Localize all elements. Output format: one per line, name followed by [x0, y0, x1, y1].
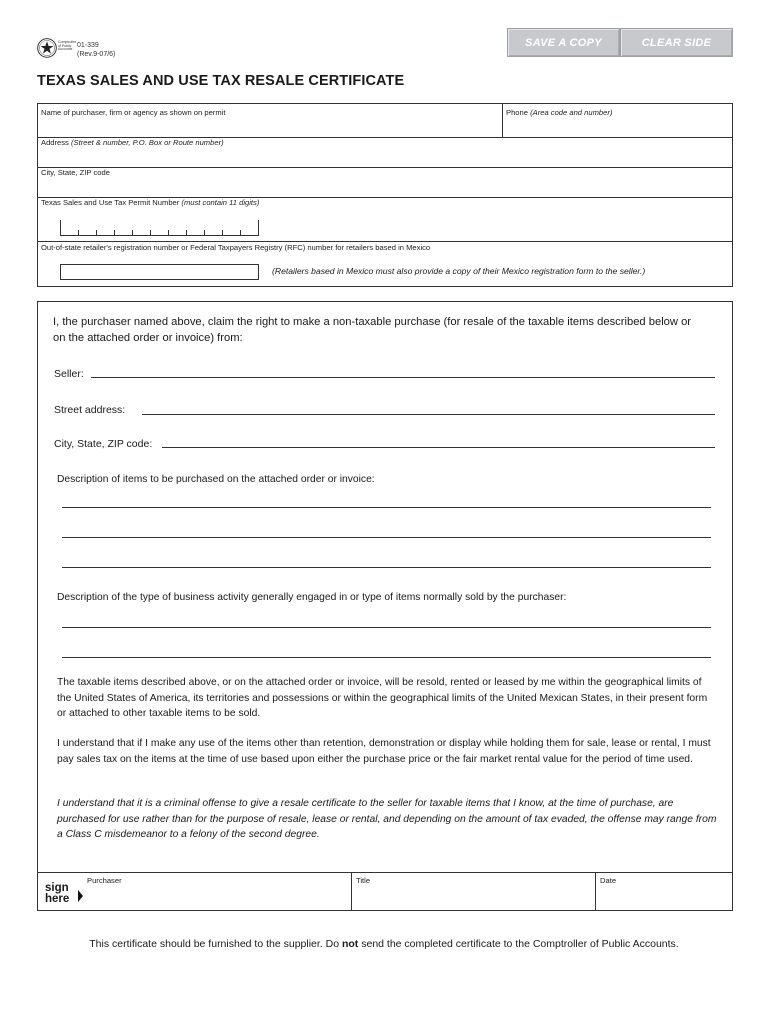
permit-number-input[interactable] — [60, 220, 259, 236]
purchaser-info-table — [37, 103, 733, 287]
items-description-line[interactable] — [62, 507, 711, 508]
arrow-right-icon — [78, 890, 83, 902]
agency-line: Accounts — [58, 47, 73, 52]
here-text: here — [45, 893, 70, 905]
phone-label: Phone — [506, 108, 528, 117]
purchaser-name-label: Name of purchaser, firm or agency as shown on permit — [41, 108, 226, 117]
form-number-block — [77, 41, 115, 59]
digit-divider — [96, 230, 97, 235]
divider — [502, 104, 503, 137]
use-tax-statement: I understand that if I make any use of the items other than retention, demonstration or display while holding them for sale, lease or rental, I must pay sales tax on the items at the time of use based upon either the purchase price or the fair market rental value for the period of time used. — [57, 738, 711, 765]
purchaser-name-field[interactable] — [41, 108, 225, 117]
agency-name — [58, 41, 78, 52]
footer-emphasis: not — [341, 938, 359, 950]
footer-instruction — [0, 938, 768, 950]
claim-statement: I, the purchaser named above, claim the right to make a non-taxable purchase (for resale of the taxable items described below or on the attached order or invoice) from: — [53, 316, 692, 344]
title-label: Title — [356, 876, 371, 885]
digit-divider — [222, 230, 223, 235]
criminal-offense-warning: I understand that it is a criminal offense to give a resale certificate to the seller for taxable items that I know, at the time of purchase, are purchased for use rather than for the purpose of resale, lease or rental, and depending on the amount of tax evaded, the offense may range from a Class C misdemeanor to a felony of the second degree. — [57, 798, 717, 840]
seller-label: Seller: — [54, 368, 84, 380]
permit-number-hint: (must contain 11 digits) — [181, 198, 260, 207]
street-address-input[interactable] — [142, 414, 715, 415]
rfc-number-label: Out-of-state retailer's registration number or Federal Taxpayers Registry (RFC) number for retailers based in Mexico — [41, 243, 431, 252]
digit-divider — [114, 230, 115, 235]
divider — [351, 872, 352, 910]
city-state-zip-field[interactable] — [41, 168, 110, 177]
permit-number-caption — [41, 198, 259, 207]
mexico-note: (Retailers based in Mexico must also provide a copy of their Mexico registration form to the seller.) — [272, 266, 646, 276]
items-description-label: Description of items to be purchased on the attached order or invoice: — [57, 474, 375, 485]
save-a-copy-button[interactable]: SAVE A COPY — [507, 28, 620, 57]
digit-divider — [168, 230, 169, 235]
sign-text: sign — [45, 882, 69, 894]
seller-input[interactable] — [91, 377, 715, 378]
date-label: Date — [600, 876, 617, 885]
digit-divider — [150, 230, 151, 235]
phone-field[interactable] — [506, 108, 612, 117]
address-field[interactable] — [41, 138, 224, 147]
form-title: TEXAS SALES AND USE TAX RESALE CERTIFICATE — [37, 73, 405, 89]
business-description-line[interactable] — [62, 657, 711, 658]
footer-text: This certificate should be furnished to the supplier. Do — [89, 938, 342, 950]
items-description-line[interactable] — [62, 567, 711, 568]
purchaser-signature-label: Purchaser — [87, 876, 122, 885]
form-number: 01-339 — [77, 42, 99, 49]
purchaser-signature-field[interactable] — [87, 876, 122, 885]
clear-side-button[interactable]: CLEAR SIDE — [620, 28, 733, 57]
phone-hint: (Area code and number) — [530, 108, 613, 117]
digit-divider — [78, 230, 79, 235]
digit-divider — [204, 230, 205, 235]
city-state-zip-input[interactable] — [162, 447, 715, 448]
business-description-label: Description of the type of business activity generally engaged in or type of items normally sold by the purchaser: — [57, 592, 567, 603]
address-label: Address — [41, 138, 69, 147]
sign-here-marker — [45, 883, 69, 905]
digit-divider — [132, 230, 133, 235]
divider — [38, 872, 732, 873]
address-hint: (Street & number, P.O. Box or Route number) — [70, 138, 224, 147]
agency-line: Comptroller — [58, 40, 77, 44]
date-field[interactable] — [600, 876, 616, 885]
permit-number-label: Texas Sales and Use Tax Permit Number — [41, 198, 180, 207]
items-description-line[interactable] — [62, 537, 711, 538]
footer-text: send the completed certificate to the Comptroller of Public Accounts. — [358, 938, 679, 950]
title-field[interactable] — [356, 876, 370, 885]
city-state-zip-label: City, State, ZIP code: — [54, 438, 153, 450]
divider — [38, 167, 732, 168]
rfc-number-input[interactable] — [60, 264, 259, 280]
agency-line: of Public — [58, 43, 72, 48]
business-description-line[interactable] — [62, 627, 711, 628]
digit-divider — [240, 230, 241, 235]
certificate-body — [37, 301, 733, 911]
form-revision: (Rev.9-07/6) — [77, 51, 116, 58]
texas-star-seal-icon — [37, 38, 57, 58]
digit-divider — [186, 230, 187, 235]
divider — [595, 872, 596, 910]
city-state-zip-label: City, State, ZIP code — [41, 168, 110, 177]
street-address-label: Street address: — [54, 404, 126, 416]
divider — [38, 241, 732, 242]
resale-statement: The taxable items described above, or on the attached order or invoice, will be resold, rented or leased by me within the geographical limits of the United States of America, its territories and possessions or within the geographical limits of the United Mexican States, in their present form or attached to other taxable items to be sold. — [57, 677, 708, 719]
